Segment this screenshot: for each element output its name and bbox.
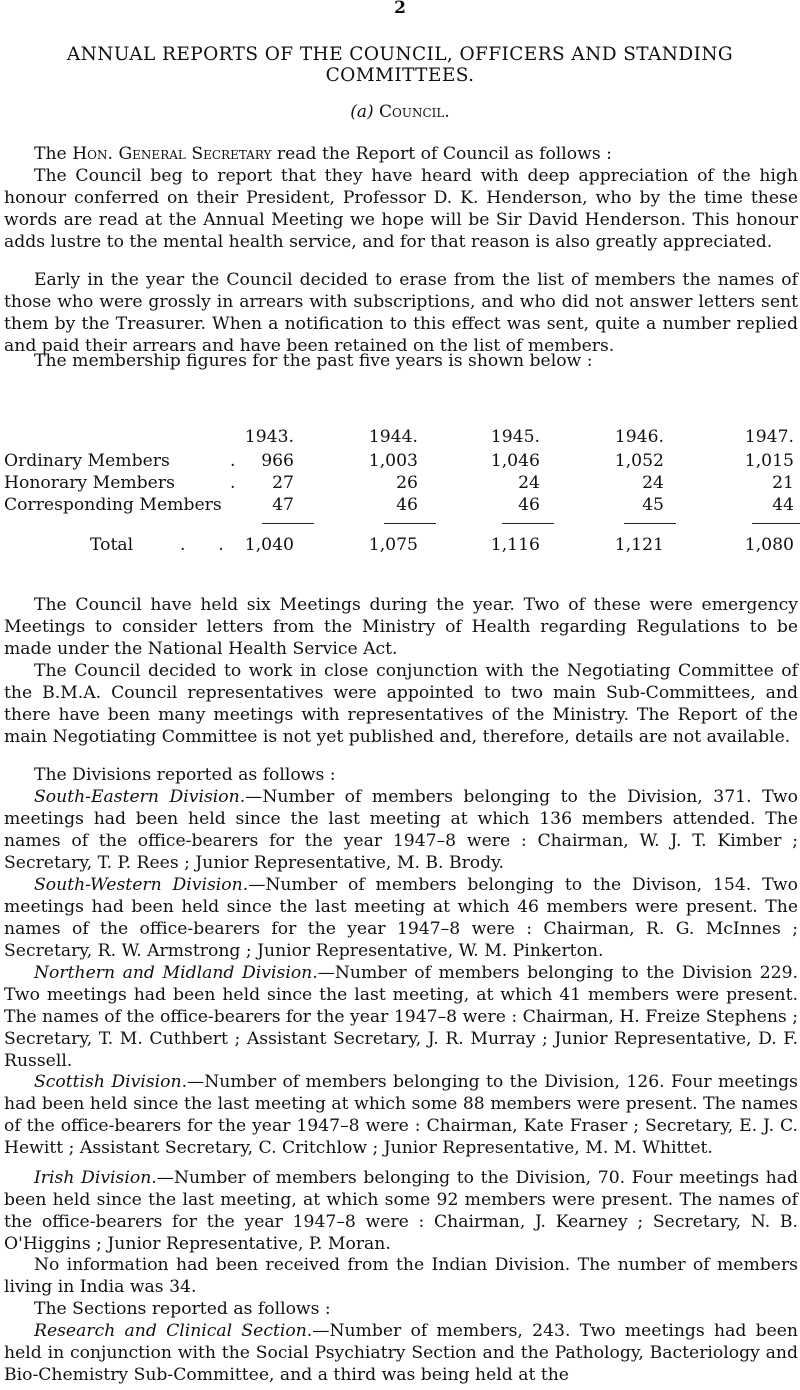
report-title: ANNUAL REPORTS OF THE COUNCIL, OFFICERS AND STANDING COMMITTEES.: [66, 44, 734, 86]
year-header: 1945.: [490, 427, 540, 447]
total-label: Total: [90, 535, 134, 555]
table-cell: 1,046: [490, 451, 540, 471]
intro-title: Hon. General Secretary: [72, 144, 272, 164]
paragraph-president: The Council beg to report that they have heard with deep appreciation of the high honour conferred on their President, Professor D. K. Henderson, who by the time these words are read at the Annual Meeting we hope will be Sir David Henderson. This honour adds lustre to the mental health service, and for that reason is also greatly appreciated.: [4, 166, 798, 252]
table-row: [4, 473, 798, 495]
page-number: 2: [394, 0, 406, 18]
division-heading: South-Western Division.: [34, 875, 249, 895]
section-heading-italic: Research and Clinical Section.: [34, 1321, 313, 1341]
paragraph-research-clinical: [4, 1320, 798, 1386]
table-sum-rule: [752, 523, 800, 525]
division-heading: Northern and Midland Division.: [34, 963, 318, 983]
section-heading: [0, 102, 800, 122]
table-sum-rule: [502, 523, 554, 525]
row-leader: .: [230, 473, 236, 493]
row-label: Corresponding Members: [4, 495, 222, 515]
paragraph-scottish: [4, 1071, 798, 1159]
paragraph-negotiating: The Council decided to work in close conjunction with the Negotiating Committee of the B.M.A. Council representatives were appointed to two main Sub-Committees, and there have been many meetings with representatives of the Ministry. The Report of the main Negotiating Committee is not yet published and, therefore, details are not available.: [4, 661, 798, 747]
table-header-row: [4, 427, 798, 449]
row-leader: .: [230, 451, 236, 471]
total-cell: 1,080: [744, 535, 794, 555]
table-cell: 1,003: [368, 451, 418, 471]
division-text: —Number of members belonging to the Division, 70. Four meetings had been held since the last meeting, at which some 92 members were present. The names of the office-bearers for the year 1947–8 were : Chairman, J. Kearney ; Secretary, N. B. O'Higgins ; Junior Representative, P. Moran.: [4, 1168, 798, 1254]
division-text: —Number of members belonging to the Division, 126. Four meetings had been held since the last meeting at which some 88 members were present. The names of the office-bearers for the year 1947–8 were : Chairman, Kate Fraser ; Secretary, E. J. C. Hewitt ; Assistant Secretary, C. Critchlow ; Junior Representative, M. M. Whittet.: [4, 1072, 798, 1158]
table-cell: 24: [642, 473, 664, 493]
table-sum-rule: [262, 523, 314, 525]
paragraph-south-eastern: [4, 786, 798, 874]
year-header: 1946.: [614, 427, 664, 447]
table-cell: 1,015: [744, 451, 794, 471]
year-header: 1943.: [244, 427, 294, 447]
table-cell: 46: [518, 495, 540, 515]
year-header: 1947.: [744, 427, 794, 447]
paragraph-membership-intro: The membership figures for the past five years is shown below :: [34, 351, 593, 371]
paragraph-south-western: [4, 874, 798, 962]
row-label: Honorary Members: [4, 473, 175, 493]
division-heading: South-Eastern Division.: [34, 787, 246, 807]
table-cell: 1,052: [614, 451, 664, 471]
table-sum-rule: [384, 523, 436, 525]
total-cell: 1,121: [614, 535, 664, 555]
table-row: [4, 451, 798, 473]
paragraph-sections-intro: The Sections reported as follows :: [34, 1299, 331, 1319]
intro-prefix: The: [34, 144, 67, 164]
paragraph-council-meetings: The Council have held six Meetings during the year. Two of these were emergency Meetings to consider letters from the Ministry of Health regarding Regulations to be made under the National Health Service Act.: [4, 595, 798, 659]
row-label: Ordinary Members: [4, 451, 170, 471]
table-total-row: [4, 535, 798, 557]
table-sum-rule: [624, 523, 676, 525]
paragraph-northern-midland: [4, 962, 798, 1072]
table-cell: 46: [396, 495, 418, 515]
table-cell: 44: [772, 495, 794, 515]
division-text: —Number of members belonging to the Division 229. Two meetings had been held since the last meeting, at which 41 members were present. The names of the office-bearers for the year 1947–8 were : Chairman, H. Freize Stephens ; Secretary, T. M. Cuthbert ; Assistant Secretary, J. R. Murray ; Junior Representative, D. F. Russell.: [4, 963, 798, 1071]
division-text: —Number of members belonging to the Division, 371. Two meetings had been held since the last meeting at which 136 members attended. The names of the office-bearers for the year 1947–8 were : Chairman, W. J. T. Kimber ; Secretary, T. P. Rees ; Junior Representative, M. B. Brody.: [4, 787, 798, 873]
total-cell: 1,075: [368, 535, 418, 555]
table-cell: 27: [272, 473, 294, 493]
table-cell: 24: [518, 473, 540, 493]
table-cell: 21: [772, 473, 794, 493]
total-cell: 1,040: [244, 535, 294, 555]
year-header: 1944.: [368, 427, 418, 447]
intro-suffix: read the Report of Council as follows :: [276, 144, 612, 164]
division-text: —Number of members belonging to the Divison, 154. Two meetings had been held since the last meeting at which 46 members were present. The names of the office-bearers for the year 1947–8 were : Chairman, R. G. McInnes ; Secretary, R. W. Armstrong ; Junior Representative, W. M. Pinkerton.: [4, 875, 798, 961]
section-letter: (a): [350, 102, 374, 122]
section-name: Council.: [379, 102, 450, 122]
table-cell: 45: [642, 495, 664, 515]
total-cell: 1,116: [490, 535, 540, 555]
table-cell: 966: [261, 451, 294, 471]
division-heading: Scottish Division.: [34, 1072, 188, 1092]
intro-paragraph: [4, 143, 798, 165]
total-leader: . .: [180, 535, 224, 555]
paragraph-irish: [4, 1167, 798, 1255]
table-row: [4, 495, 798, 517]
paragraph-arrears: Early in the year the Council decided to erase from the list of members the names of those who were grossly in arrears with subscriptions, and who did not answer letters sent them by the Treasurer. When a notification to this effect was sent, quite a number replied and paid their arrears and have been retained on the list of members.: [4, 270, 798, 356]
division-heading: Irish Division.: [34, 1168, 157, 1188]
paragraph-divisions-intro: The Divisions reported as follows :: [34, 765, 336, 785]
table-cell: 47: [272, 495, 294, 515]
table-cell: 26: [396, 473, 418, 493]
paragraph-indian: No information had been received from the Indian Division. The number of members living in India was 34.: [4, 1255, 798, 1297]
section-text: —Number of members, 243. Two meetings had been held in conjunction with the Social Psychiatry Section and the Pathology, Bacteriology and Bio-Chemistry Sub-Committee, and a third was being held at the: [4, 1321, 798, 1385]
